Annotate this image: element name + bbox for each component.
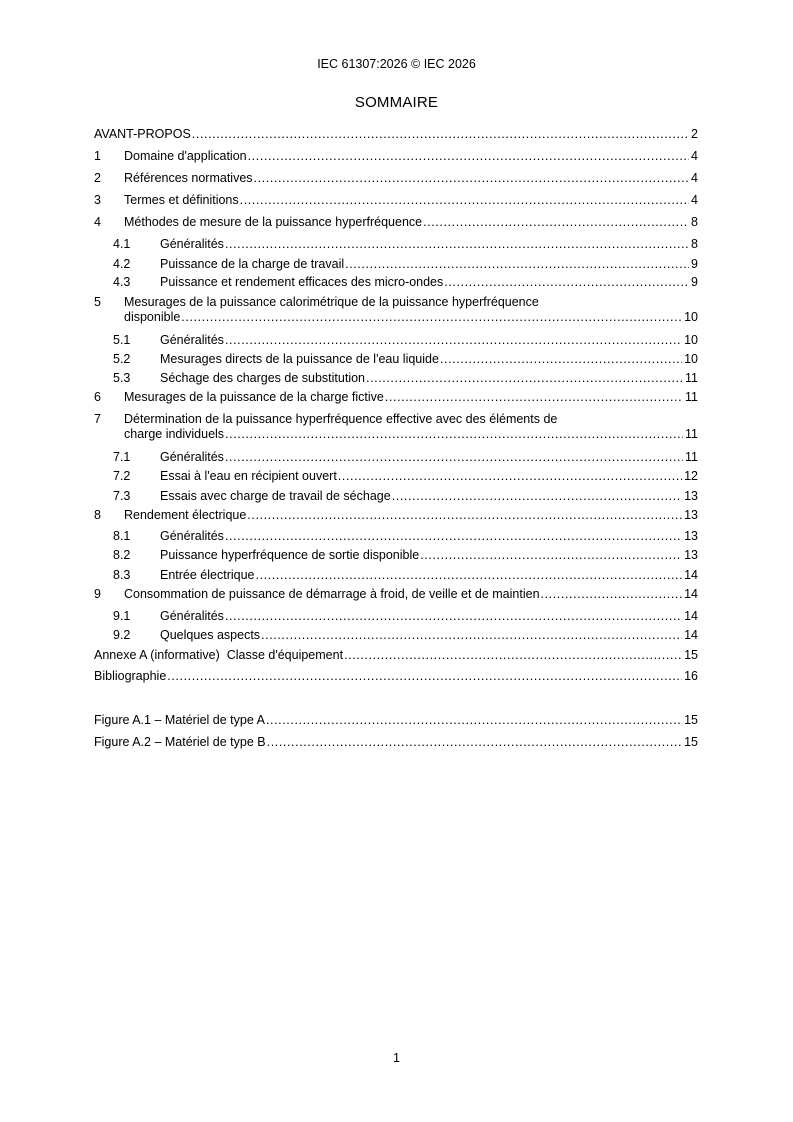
toc-entry-7[interactable] (94, 412, 698, 442)
toc-entry-page: 14 (684, 609, 698, 623)
dot-leader (167, 669, 682, 684)
dot-leader (192, 127, 689, 142)
toc-entry-number: 9.1 (113, 609, 131, 623)
toc-entry-text: disponible (124, 310, 181, 324)
toc-entry-page: 10 (684, 352, 698, 366)
toc-entry-2[interactable] (94, 171, 698, 186)
figure-entry-a2[interactable] (94, 735, 698, 750)
dot-leader (225, 450, 683, 465)
toc-entry-text: Généralités (160, 333, 224, 347)
toc-entry-page: 4 (691, 193, 698, 207)
toc-entry-7-line1 (94, 412, 698, 427)
toc-entry-5-3[interactable] (94, 371, 698, 386)
dot-leader (248, 149, 689, 164)
toc-entry-4-1[interactable] (94, 237, 698, 252)
dot-leader (266, 713, 682, 728)
toc-entry-text: Mesurages directs de la puissance de l'eau liquide (160, 352, 439, 366)
toc-entry-annexe-a[interactable] (94, 648, 698, 663)
toc-entry-8-1[interactable] (94, 529, 698, 544)
toc-entry-text: Consommation de puissance de démarrage à froid, de veille et de maintien (124, 587, 540, 601)
toc-entry-page: 8 (691, 237, 698, 251)
toc-entry-page: 4 (691, 149, 698, 163)
toc-entry-page: 11 (685, 390, 698, 404)
figure-entry-text: Figure A.1 – Matériel de type A (94, 713, 265, 727)
toc-entry-text: Références normatives (124, 171, 253, 185)
toc-entry-3[interactable] (94, 193, 698, 208)
toc-entry-7-line2 (94, 427, 698, 442)
toc-entry-number: 1 (94, 149, 101, 163)
toc-entry-text: Annexe A (informative) Classe d'équipement (94, 648, 344, 662)
toc-entry-text: Essais avec charge de travail de séchage (160, 489, 391, 503)
dot-leader (247, 508, 682, 523)
toc-entry-8-2[interactable] (94, 548, 698, 563)
toc-entry-9-2[interactable] (94, 628, 698, 643)
toc-entry-text: Domaine d'application (124, 149, 247, 163)
toc-entry-7-2[interactable] (94, 469, 698, 484)
toc-entry-avant-propos[interactable] (94, 127, 698, 142)
dot-leader (225, 333, 682, 348)
toc-entry-page: 11 (685, 450, 698, 464)
toc-entry-number: 8.1 (113, 529, 131, 543)
toc-entry-8-3[interactable] (94, 568, 698, 583)
dot-leader (225, 427, 683, 442)
dot-leader (541, 587, 683, 602)
toc-entry-8[interactable] (94, 508, 698, 523)
toc-entry-text: Rendement électrique (124, 508, 247, 522)
dot-leader (254, 171, 690, 186)
toc-entry-page: 11 (685, 371, 698, 385)
toc-entry-page: 4 (691, 171, 698, 185)
toc-entry-page: 14 (684, 587, 698, 601)
toc-entry-page: 14 (684, 568, 698, 582)
toc-entry-number: 9 (94, 587, 101, 601)
dot-leader (366, 371, 683, 386)
toc-entry-5-1[interactable] (94, 333, 698, 348)
toc-entry-text: Méthodes de mesure de la puissance hyperfréquence (124, 215, 423, 229)
toc-entry-text: Entrée électrique (160, 568, 255, 582)
toc-entry-number: 4.1 (113, 237, 131, 251)
toc-entry-number: 3 (94, 193, 101, 207)
toc-entry-text: Mesurages de la puissance de la charge fictive (124, 390, 384, 404)
dot-leader (225, 609, 682, 624)
dot-leader (240, 193, 689, 208)
dot-leader (261, 628, 682, 643)
dot-leader (392, 489, 682, 504)
figure-entry-page: 15 (684, 735, 698, 749)
toc-entry-5[interactable] (94, 295, 698, 325)
toc-entry-page: 12 (684, 469, 698, 483)
toc-entry-6[interactable] (94, 390, 698, 405)
toc-entry-9[interactable] (94, 587, 698, 602)
toc-entry-text: Généralités (160, 450, 224, 464)
toc-entry-number: 8 (94, 508, 101, 522)
dot-leader (344, 648, 682, 663)
dot-leader (256, 568, 683, 583)
toc-entry-text: Bibliographie (94, 669, 167, 683)
toc-entry-page: 9 (691, 257, 698, 271)
toc-entry-page: 11 (685, 427, 698, 441)
figure-entry-page: 15 (684, 713, 698, 727)
toc-entry-5-line1 (94, 295, 698, 310)
dot-leader (444, 275, 689, 290)
dot-leader (225, 529, 682, 544)
toc-entry-number: 5.3 (113, 371, 131, 385)
toc-entry-number: 7.1 (113, 450, 131, 464)
toc-title: SOMMAIRE (354, 94, 439, 111)
toc-entry-page: 10 (684, 333, 698, 347)
toc-entry-number: 4 (94, 215, 101, 229)
toc-entry-page: 9 (691, 275, 698, 289)
toc-entry-text: Termes et définitions (124, 193, 239, 207)
toc-entry-number: 5.1 (113, 333, 131, 347)
toc-entry-number: 5.2 (113, 352, 131, 366)
toc-entry-text: Mesurages de la puissance calorimétrique de la puissance hyperfréquence (124, 295, 539, 309)
toc-entry-number: 8.2 (113, 548, 131, 562)
toc-entry-page: 10 (684, 310, 698, 324)
toc-entry-text: charge individuels (124, 427, 225, 441)
toc-entry-text: Généralités (160, 609, 224, 623)
toc-entry-text: Puissance de la charge de travail (160, 257, 345, 271)
page-number: 1 (393, 1051, 400, 1065)
dot-leader (345, 257, 689, 272)
toc-entry-5-line2 (94, 310, 698, 325)
toc-entry-number: 4.2 (113, 257, 131, 271)
toc-entry-number: 7.2 (113, 469, 131, 483)
toc-entry-page: 13 (684, 489, 698, 503)
dot-leader (423, 215, 689, 230)
dot-leader (181, 310, 682, 325)
toc-entry-page: 2 (691, 127, 698, 141)
toc-entry-text: Puissance hyperfréquence de sortie disponible (160, 548, 420, 562)
dot-leader (267, 735, 682, 750)
dot-leader (420, 548, 682, 563)
toc-entry-number: 4.3 (113, 275, 131, 289)
toc-entry-page: 15 (684, 648, 698, 662)
document-header: IEC 61307:2026 © IEC 2026 (317, 57, 476, 71)
toc-entry-page: 13 (684, 529, 698, 543)
dot-leader (225, 237, 689, 252)
dot-leader (385, 390, 683, 405)
toc-entry-text: Séchage des charges de substitution (160, 371, 365, 385)
toc-entry-4[interactable] (94, 215, 698, 230)
figure-entry-a1[interactable] (94, 713, 698, 728)
toc-entry-text: Détermination de la puissance hyperfréquence effective avec des éléments de (124, 412, 558, 426)
toc-entry-text: AVANT-PROPOS (94, 127, 191, 141)
toc-entry-7-3[interactable] (94, 489, 698, 504)
toc-entry-text: Généralités (160, 529, 224, 543)
toc-entry-bibliographie[interactable] (94, 669, 698, 684)
toc-entry-9-1[interactable] (94, 609, 698, 624)
toc-entry-4-2[interactable] (94, 257, 698, 272)
toc-entry-number: 5 (94, 295, 101, 309)
toc-entry-text: Essai à l'eau en récipient ouvert (160, 469, 337, 483)
toc-entry-text: Généralités (160, 237, 224, 251)
toc-entry-text: Puissance et rendement efficaces des micro-ondes (160, 275, 444, 289)
toc-entry-number: 8.3 (113, 568, 131, 582)
toc-entry-page: 13 (684, 508, 698, 522)
figure-entry-text: Figure A.2 – Matériel de type B (94, 735, 266, 749)
toc-entry-page: 13 (684, 548, 698, 562)
toc-entry-number: 6 (94, 390, 101, 404)
toc-entry-page: 16 (684, 669, 698, 683)
toc-entry-text: Quelques aspects (160, 628, 261, 642)
dot-leader (338, 469, 682, 484)
toc-entry-page: 8 (691, 215, 698, 229)
toc-entry-1[interactable] (94, 149, 698, 164)
toc-entry-7-1[interactable] (94, 450, 698, 465)
toc-entry-number: 7 (94, 412, 101, 426)
toc-entry-number: 7.3 (113, 489, 131, 503)
dot-leader (440, 352, 682, 367)
toc-entry-4-3[interactable] (94, 275, 698, 290)
toc-entry-number: 2 (94, 171, 101, 185)
toc-entry-5-2[interactable] (94, 352, 698, 367)
toc-entry-page: 14 (684, 628, 698, 642)
toc-entry-number: 9.2 (113, 628, 131, 642)
